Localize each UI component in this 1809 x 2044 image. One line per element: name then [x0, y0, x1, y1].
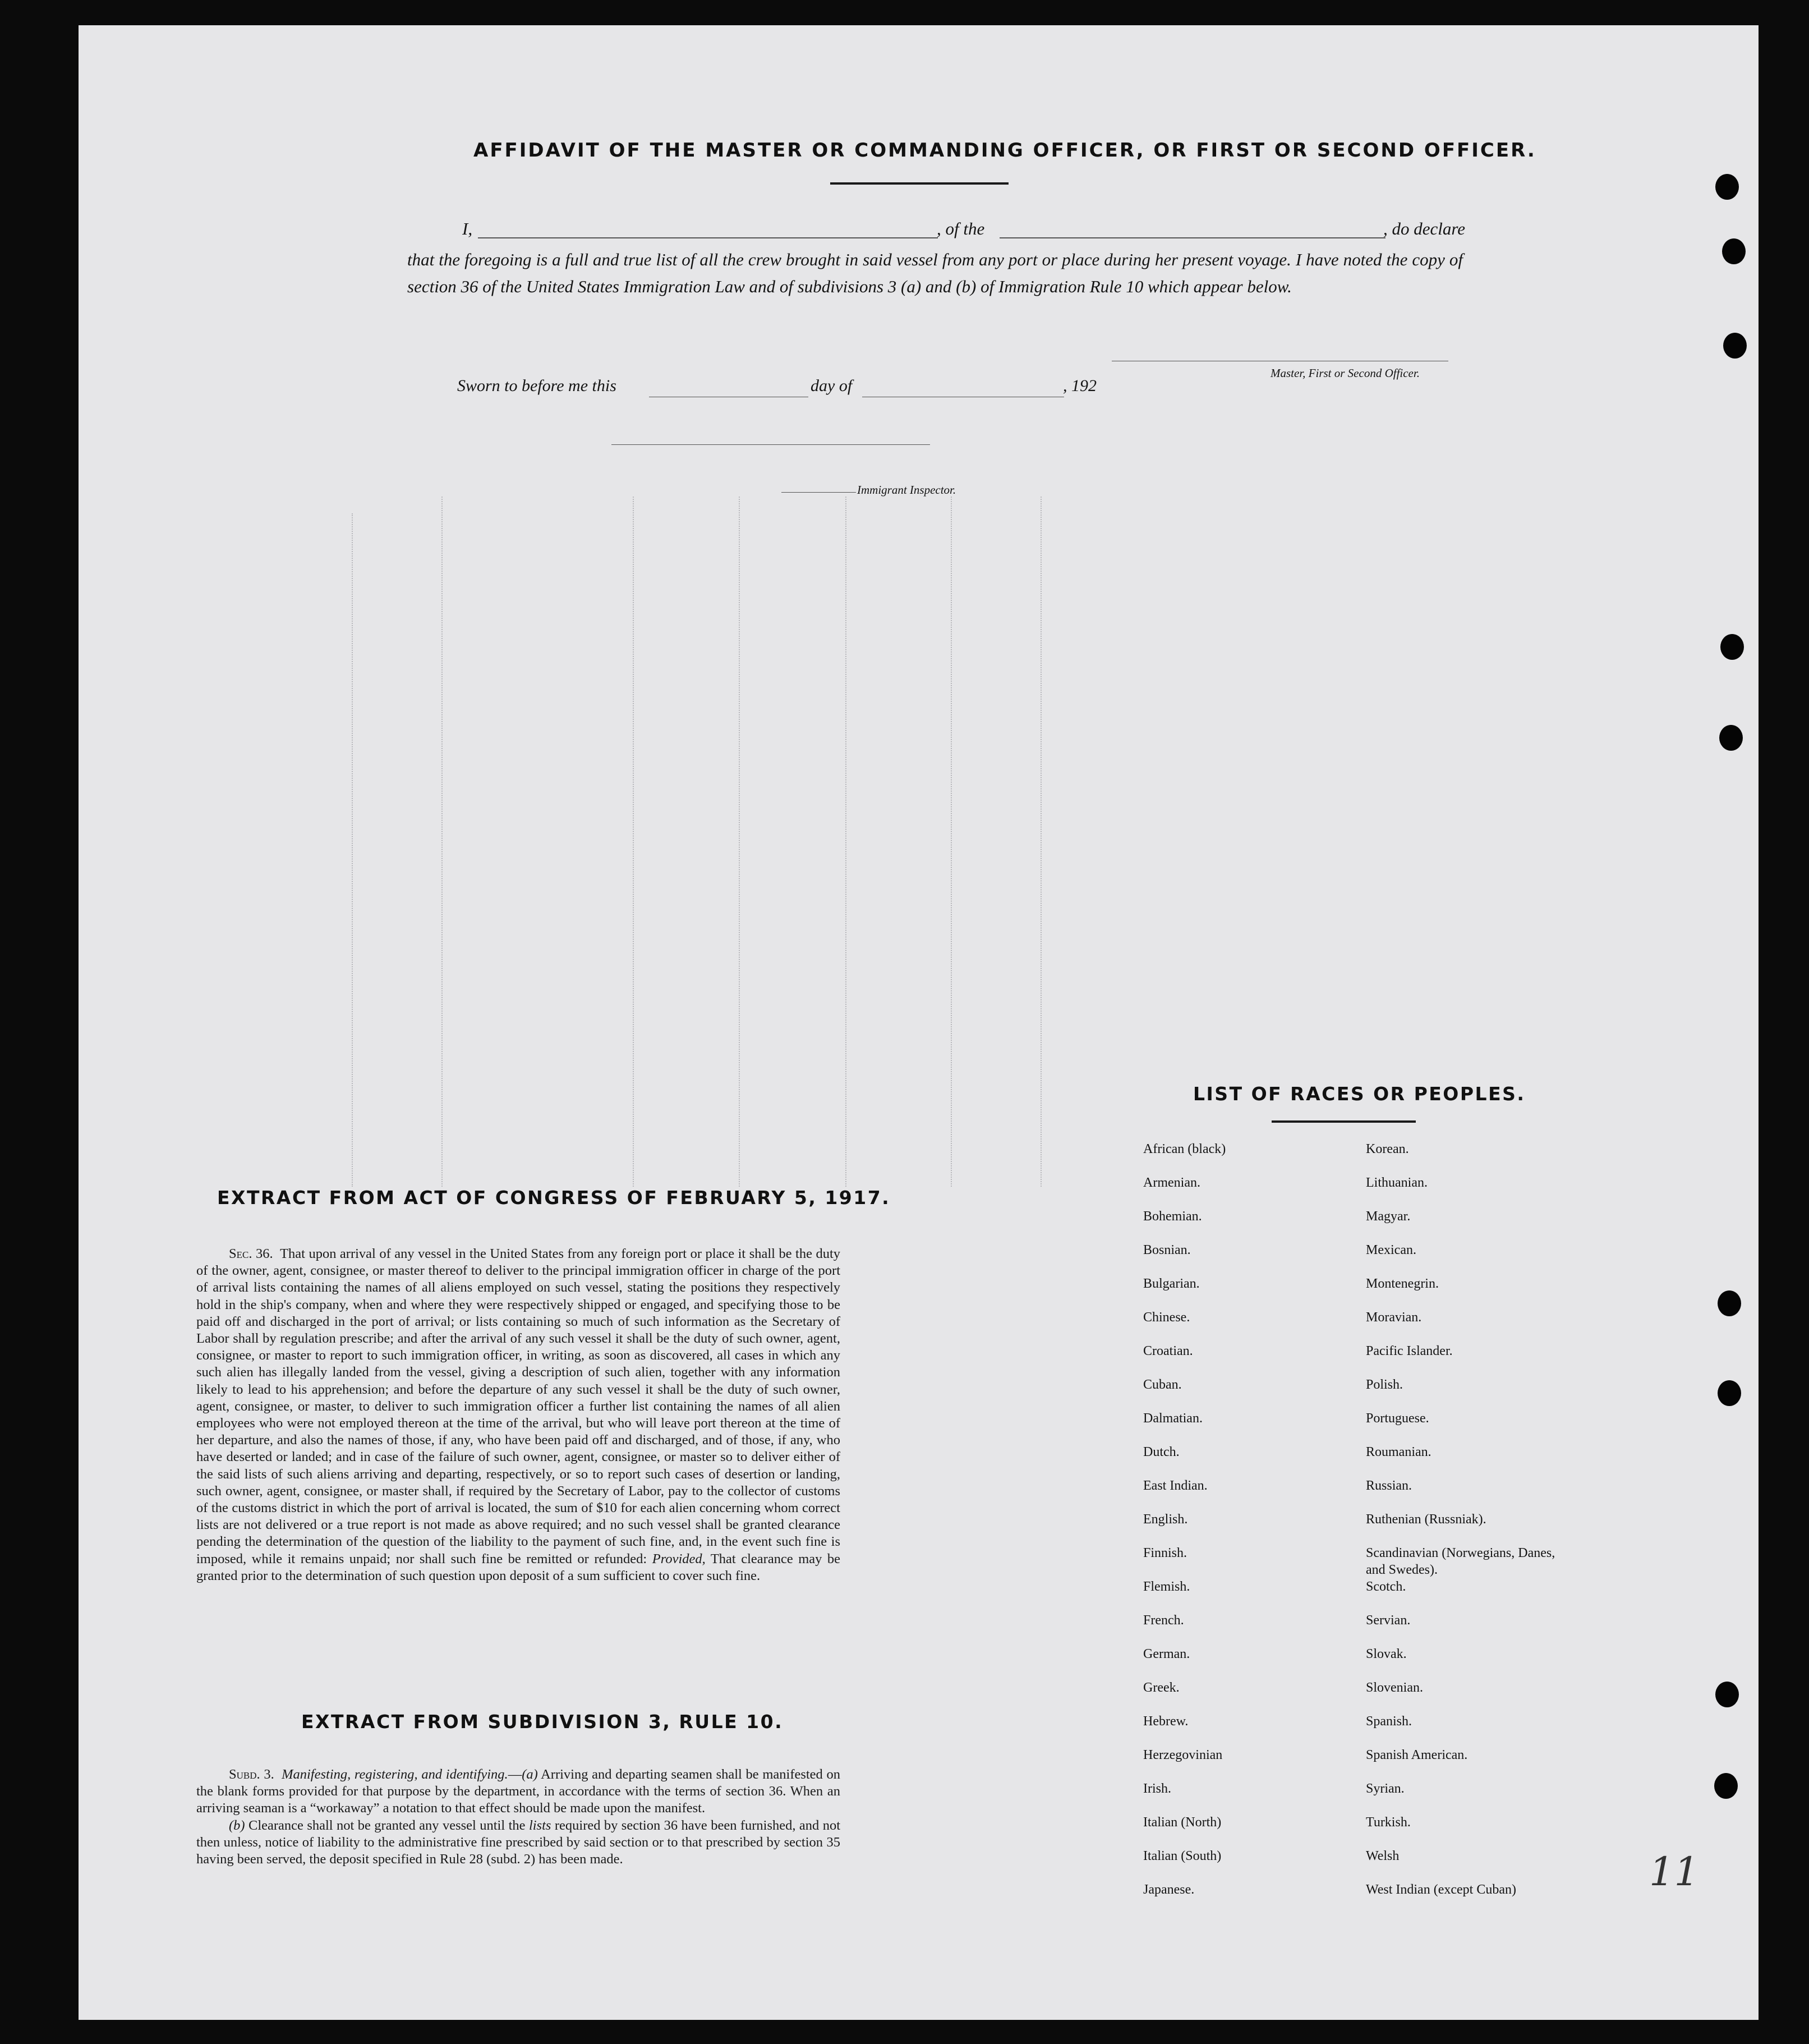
- race-item: Lithuanian.: [1366, 1175, 1428, 1190]
- column-rule: [951, 497, 952, 1187]
- punch-hole-icon: [1722, 238, 1746, 264]
- punch-hole-icon: [1719, 725, 1743, 751]
- inspector-signature-line[interactable]: [611, 444, 930, 445]
- inspector-caption: Immigrant Inspector.: [857, 483, 956, 497]
- race-item: Hebrew.: [1143, 1714, 1189, 1729]
- column-rule: [441, 497, 443, 1187]
- race-item: Portuguese.: [1366, 1411, 1429, 1426]
- para-b-marker: (b): [229, 1817, 245, 1833]
- race-item: Moravian.: [1366, 1310, 1422, 1325]
- race-item: Mexican.: [1366, 1243, 1416, 1257]
- act-extract-title: EXTRACT FROM ACT OF CONGRESS OF FEBRUARY 5, 1917.: [217, 1187, 891, 1209]
- race-item: Bosnian.: [1143, 1243, 1191, 1257]
- section-label: Sec. 36.: [229, 1246, 273, 1261]
- punch-hole-icon: [1723, 333, 1747, 359]
- race-item: Polish.: [1366, 1377, 1403, 1392]
- race-item: Dutch.: [1143, 1445, 1180, 1459]
- race-item: Scotch.: [1366, 1579, 1406, 1594]
- rule-extract-title: EXTRACT FROM SUBDIVISION 3, RULE 10.: [301, 1711, 784, 1733]
- affidavit-title: AFFIDAVIT OF THE MASTER OR COMMANDING OFFICER, OR FIRST OR SECOND OFFICER.: [473, 139, 1536, 162]
- of-the-label: , of the: [937, 219, 985, 238]
- race-item: Greek.: [1143, 1680, 1180, 1695]
- race-item: Turkish.: [1366, 1815, 1411, 1830]
- section-text-b: That clearance may be granted prior to the determination of such question upon deposit of a sum sufficient to cover such fine.: [196, 1551, 840, 1583]
- race-item: French.: [1143, 1613, 1184, 1628]
- race-item: Montenegrin.: [1366, 1276, 1439, 1291]
- inspector-short-line: [781, 492, 856, 493]
- race-item: Flemish.: [1143, 1579, 1190, 1594]
- race-item: Ruthenian (Russniak).: [1366, 1512, 1486, 1527]
- race-item: Irish.: [1143, 1781, 1171, 1796]
- race-item: Spanish American.: [1366, 1748, 1468, 1762]
- sworn-label: Sworn to before me this: [457, 376, 616, 395]
- punch-hole-icon: [1715, 1682, 1739, 1707]
- column-rule: [352, 513, 353, 1187]
- subd-heading: Manifesting, registering, and identifying.: [282, 1767, 508, 1782]
- race-item: English.: [1143, 1512, 1188, 1527]
- race-item: Slovenian.: [1366, 1680, 1423, 1695]
- race-item: Dalmatian.: [1143, 1411, 1203, 1426]
- race-item: Japanese.: [1143, 1882, 1195, 1897]
- signature-caption: Master, First or Second Officer.: [1271, 366, 1420, 380]
- day-of-label: day of: [811, 376, 853, 395]
- race-item: Spanish.: [1366, 1714, 1412, 1729]
- para-a-text: Arriving and departing seamen shall be manifested on the blank forms provided for that purpose by the department, in accordance with the terms of section 36. When an arriving seaman is a “workaway” a notation to that effect should be made upon the manifest.: [196, 1767, 840, 1816]
- race-item: Chinese.: [1143, 1310, 1190, 1325]
- title-underline: [830, 182, 1009, 185]
- name-blank-line[interactable]: [478, 237, 938, 238]
- i-label: I,: [462, 219, 473, 238]
- punch-hole-icon: [1715, 174, 1739, 200]
- handwritten-margin-note: 11: [1649, 1849, 1700, 1895]
- race-item: Pacific Islander.: [1366, 1344, 1453, 1358]
- race-item: Magyar.: [1366, 1209, 1411, 1224]
- provided-label: Provided,: [652, 1551, 706, 1567]
- race-item: Russian.: [1366, 1478, 1412, 1493]
- race-item: Servian.: [1366, 1613, 1411, 1628]
- punch-hole-icon: [1720, 634, 1744, 660]
- races-right-column: [1366, 1141, 1557, 1915]
- race-item: Roumanian.: [1366, 1445, 1431, 1459]
- subd-label: Subd. 3.: [229, 1767, 274, 1782]
- section-36-text: [196, 1246, 840, 1584]
- race-item: Bohemian.: [1143, 1209, 1202, 1224]
- vessel-blank-line[interactable]: [1000, 237, 1385, 238]
- race-item: German.: [1143, 1647, 1190, 1661]
- para-b-text-2: required by section 36 have been furnished, and not then unless, notice of liability to the administrative fine prescribed by said section or to that prescribed by section 35 having been served, the deposit specified in Rule 28 (subd. 2) has been made.: [196, 1817, 841, 1867]
- race-item: Cuban.: [1143, 1377, 1182, 1392]
- race-item: Bulgarian.: [1143, 1276, 1200, 1291]
- race-item: Italian (South): [1143, 1849, 1222, 1863]
- year-label: , 192: [1063, 376, 1097, 395]
- rule-10-text: Subd. 3. Manifesting, registering, and identifying.—(a) Arriving and departing seamen shall be manifested on the blank forms provided for that purpose by the department, in accordance with the terms of section 36. When an arriving seaman is a “workaway” a notation to that effect should be made upon the manifest. (b) Clearance shall not be granted any vessel until the lists required by section 36 have been furnished, and not then unless, notice of liability to the administrative fine prescribed by said section or to that prescribed by section 35 having been served, the deposit specified in Rule 28 (subd. 2) has been made.: [196, 1767, 841, 1867]
- race-item: Herzegovinian: [1143, 1748, 1223, 1762]
- race-item: Korean.: [1366, 1142, 1409, 1156]
- punch-hole-icon: [1714, 1773, 1738, 1799]
- para-a-marker: (a): [522, 1767, 538, 1782]
- para-b-text-1: Clearance shall not be granted any vessel until the: [248, 1817, 526, 1833]
- race-item: Slovak.: [1366, 1647, 1407, 1661]
- race-item: West Indian (except Cuban): [1366, 1882, 1516, 1897]
- race-item: Armenian.: [1143, 1175, 1200, 1190]
- race-item: Croatian.: [1143, 1344, 1193, 1358]
- punch-hole-icon: [1718, 1380, 1741, 1406]
- races-left-column: [1143, 1141, 1368, 1915]
- declaration-text: that the foregoing is a full and true list of all the crew brought in said vessel from any port or place during her present voyage. I have noted the copy of section 36 of the United States Immigration Law and of subdivisions 3 (a) and (b) of Immigration Rule 10 which appear below.: [407, 250, 1463, 296]
- column-rule: [633, 497, 634, 1187]
- column-rule: [845, 497, 846, 1187]
- do-declare-label: , do declare: [1383, 219, 1466, 238]
- section-text-a: That upon arrival of any vessel in the United States from any foreign port or place it shall be the duty of the owner, agent, consignee, or master thereof to deliver to the principal immigration officer in charge of the port of arrival lists containing the names of all aliens employed on such vessel, stating the positions they respectively hold in the ship's company, when and where they were respectively shipped or engaged, and specifying those to be paid off and discharged in the port of arrival; or lists containing so much of such information as the Secretary of Labor shall by regulation prescribe; and after the arrival of any such vessel it shall be the duty of such owner, agent, consignee, or master to report to such immigration officer, in writing, as soon as discovered, all cases in which any such alien has illegally landed from the vessel, giving a description of such alien, together with any information likely to lead to his apprehension; and before the departure of any such vessel it shall be the duty of such owner, agent, consignee, or master, to deliver to such immigration officer a further list containing the names of all alien employees who were not employed thereon at the time of the arrival, but who will leave port thereon at the time of her departure, and also the names of those, if any, who have been paid off and discharged, and of those, if any, who have deserted or landed; and in case of the failure of such owner, agent, consignee, or master so to deliver either of the said lists of such aliens arriving and departing, respectively, or so to report such cases of desertion or landing, such owner, agent, consignee, or master shall, if required by the Secretary of Labor, pay to the collector of customs of the customs district in which the port of arrival is located, the sum of $10 for each alien concerning whom correct lists are not delivered or a true report is not made as above required; and no such vessel shall be granted clearance pending the determination of the question of the liability to the payment of such fine, and, in the event such fine is imposed, while it remains unpaid; nor shall such fine be remitted or refunded:: [196, 1246, 840, 1567]
- races-title: LIST OF RACES OR PEOPLES.: [1193, 1083, 1526, 1105]
- para-b-lists: lists: [528, 1817, 551, 1833]
- document-page: [79, 25, 1759, 2020]
- race-item: Finnish.: [1143, 1546, 1187, 1560]
- race-item: Italian (North): [1143, 1815, 1222, 1830]
- race-item: Syrian.: [1366, 1781, 1405, 1796]
- punch-hole-icon: [1718, 1290, 1741, 1316]
- race-item: East Indian.: [1143, 1478, 1208, 1493]
- race-item: African (black): [1143, 1142, 1226, 1156]
- races-title-underline: [1272, 1120, 1416, 1123]
- column-rule: [739, 497, 740, 1187]
- race-item: Welsh: [1366, 1849, 1400, 1863]
- race-item: Scandinavian (Norwegians, Danes, and Swedes).: [1366, 1546, 1555, 1577]
- column-rule: [1041, 497, 1042, 1187]
